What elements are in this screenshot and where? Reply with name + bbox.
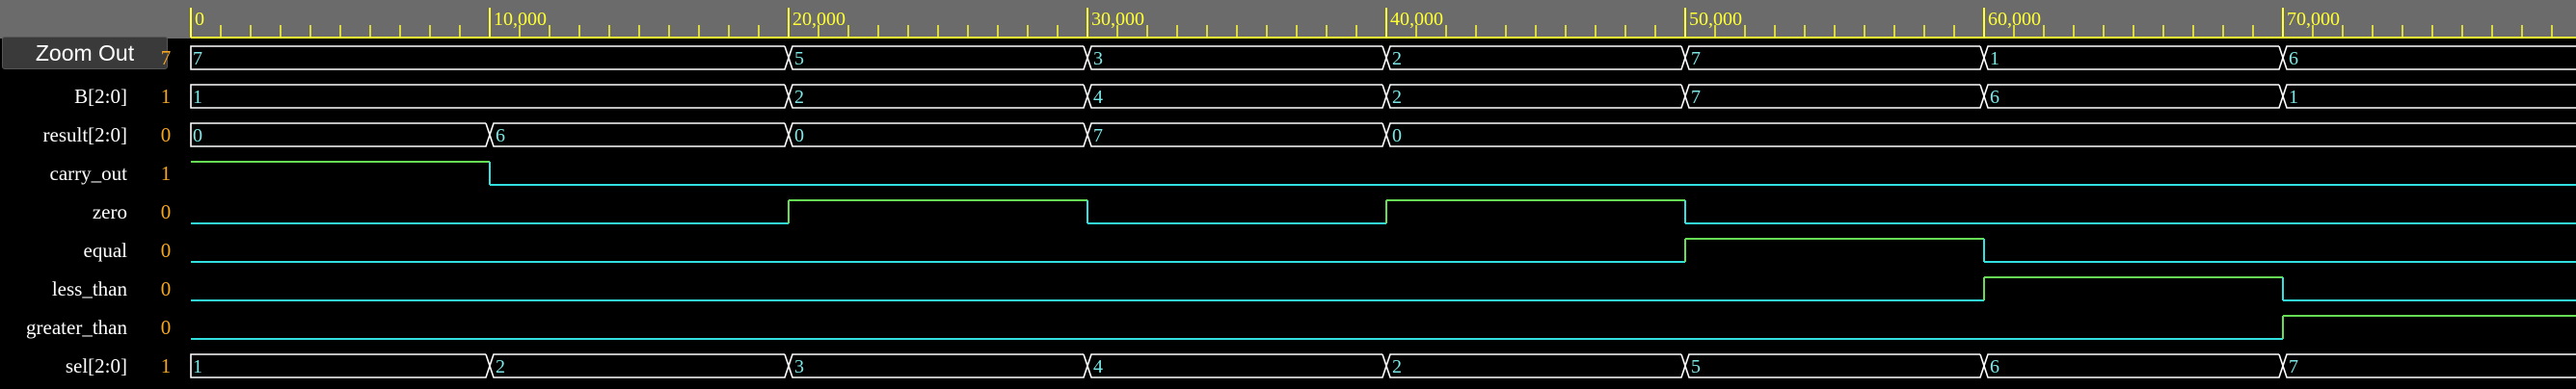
tick-label: 10,000 <box>494 9 547 30</box>
bus-value-label: 3 <box>1093 48 1103 69</box>
bus-value-label: 2 <box>1392 356 1402 377</box>
bus-segment <box>789 123 1087 146</box>
signal-current-value: 0 <box>160 123 172 146</box>
bus-segment <box>490 123 789 146</box>
bus-segment <box>1984 46 2283 69</box>
bus-value-label: 7 <box>1691 87 1701 108</box>
tick-label: 0 <box>195 9 204 30</box>
bus-segment <box>1386 46 1685 69</box>
signal-current-value: 7 <box>160 46 172 69</box>
bus-value-label: 6 <box>2289 48 2298 69</box>
bus-value-label: 4 <box>1093 87 1103 108</box>
signal-current-value: 1 <box>160 85 172 108</box>
bus-value-label: 0 <box>193 125 202 146</box>
bus-value-label: 2 <box>1392 87 1402 108</box>
bus-value-label: 6 <box>496 125 505 146</box>
signal-name[interactable]: less_than <box>51 277 127 300</box>
bus-value-label: 0 <box>794 125 804 146</box>
bus-value-label: 4 <box>1093 356 1103 377</box>
bus-value-label: 1 <box>193 356 202 377</box>
bus-segment <box>1386 354 1685 377</box>
bus-value-label: 0 <box>1392 125 1402 146</box>
tick-label: 30,000 <box>1091 9 1144 30</box>
bus-segment <box>2283 85 2576 108</box>
bus-value-label: 6 <box>1990 87 1999 108</box>
bus-segment <box>1087 85 1386 108</box>
bus-segment <box>191 85 789 108</box>
bus-segment <box>2283 354 2576 377</box>
bus-value-label: 6 <box>1990 356 1999 377</box>
signal-current-value: 0 <box>160 239 172 262</box>
bus-segment <box>1087 46 1386 69</box>
bus-segment <box>1087 354 1386 377</box>
bus-value-label: 7 <box>1691 48 1701 69</box>
signal-name[interactable]: sel[2:0] <box>65 354 127 377</box>
zoom-out-button[interactable]: Zoom Out <box>2 37 168 69</box>
bus-value-label: 7 <box>2289 356 2298 377</box>
bus-value-label: 7 <box>1093 125 1103 146</box>
signal-name[interactable]: equal <box>83 239 127 262</box>
bus-segment <box>1984 354 2283 377</box>
bus-value-label: 7 <box>193 48 202 69</box>
bus-segment <box>191 46 789 69</box>
tick-label: 70,000 <box>2287 9 2340 30</box>
signal-name[interactable]: carry_out <box>49 162 127 185</box>
bus-value-label: 2 <box>1392 48 1402 69</box>
bus-value-label: 1 <box>1990 48 1999 69</box>
bus-value-label: 1 <box>2289 87 2298 108</box>
bus-segment <box>191 354 490 377</box>
tick-label: 50,000 <box>1689 9 1742 30</box>
bus-value-label: 2 <box>794 87 804 108</box>
tick-label: 40,000 <box>1390 9 1443 30</box>
signal-name[interactable]: result[2:0] <box>42 123 127 146</box>
bus-segment <box>789 46 1087 69</box>
bus-segment <box>1685 46 1984 69</box>
signal-current-value: 0 <box>160 277 172 300</box>
signal-current-value: 1 <box>160 354 172 377</box>
signal-name[interactable]: greater_than <box>26 316 127 339</box>
bus-segment <box>191 123 490 146</box>
bus-segment <box>789 354 1087 377</box>
signal-name[interactable]: B[2:0] <box>74 85 127 108</box>
tick-label: 60,000 <box>1988 9 2041 30</box>
bus-value-label: 1 <box>193 87 202 108</box>
bus-value-label: 2 <box>496 356 505 377</box>
signal-current-value: 0 <box>160 200 172 223</box>
signal-current-value: 1 <box>160 162 172 185</box>
bus-value-label: 3 <box>794 356 804 377</box>
signal-current-value: 0 <box>160 316 172 339</box>
tick-label: 20,000 <box>792 9 845 30</box>
bus-segment <box>1685 85 1984 108</box>
signal-name[interactable]: zero <box>92 200 127 223</box>
bus-segment <box>490 354 789 377</box>
bus-segment <box>1087 123 1386 146</box>
bus-value-label: 5 <box>794 48 804 69</box>
bus-segment <box>1984 85 2283 108</box>
bus-segment <box>1386 123 2576 146</box>
bus-segment <box>789 85 1087 108</box>
bus-segment <box>1386 85 1685 108</box>
bus-segment <box>1685 354 1984 377</box>
bus-segment <box>2283 46 2576 69</box>
bus-value-label: 5 <box>1691 356 1701 377</box>
